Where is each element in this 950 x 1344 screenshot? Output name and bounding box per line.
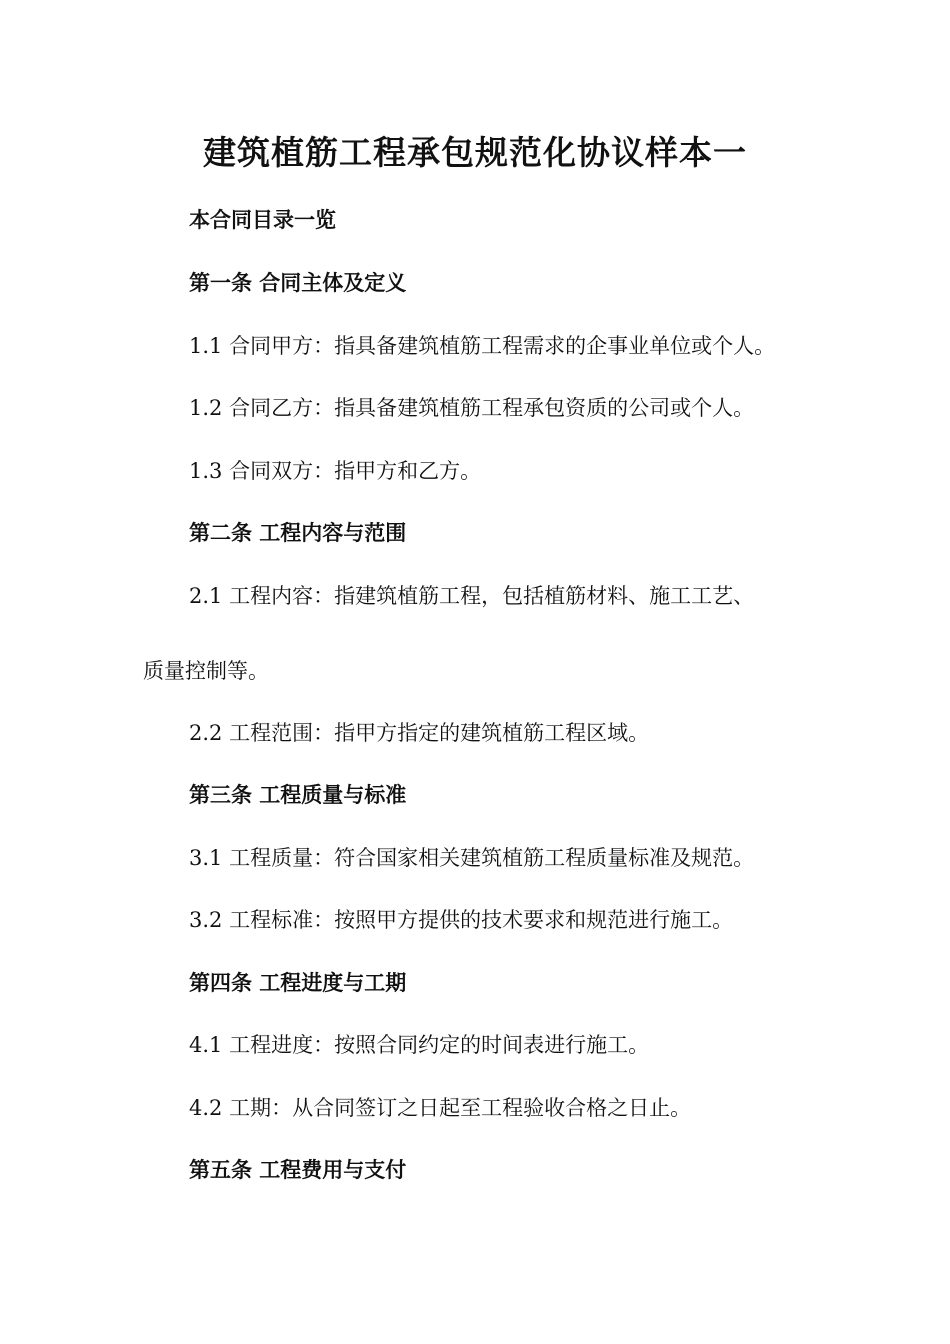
clause-4-1: 4.1 工程进度：按照合同约定的时间表进行施工。 <box>189 1033 650 1057</box>
clause-2-2: 2.2 工程范围：指甲方指定的建筑植筋工程区域。 <box>189 721 650 745</box>
clause-3-1: 3.1 工程质量：符合国家相关建筑植筋工程质量标准及规范。 <box>189 846 755 870</box>
clause-3-2: 3.2 工程标准：按照甲方提供的技术要求和规范进行施工。 <box>189 908 734 932</box>
clause-1-2: 1.2 合同乙方：指具备建筑植筋工程承包资质的公司或个人。 <box>189 396 755 420</box>
article-2-heading: 第二条 工程内容与范围 <box>189 521 407 545</box>
article-3-heading: 第三条 工程质量与标准 <box>189 783 407 807</box>
clause-1-1: 1.1 合同甲方：指具备建筑植筋工程需求的企事业单位或个人。 <box>189 334 776 358</box>
clause-2-1-line-1: 2.1 工程内容：指建筑植筋工程，包括植筋材料、施工工艺、 <box>189 584 755 608</box>
article-4-heading: 第四条 工程进度与工期 <box>189 971 407 995</box>
toc-heading: 本合同目录一览 <box>189 208 336 232</box>
clause-4-2: 4.2 工期：从合同签订之日起至工程验收合格之日止。 <box>189 1096 692 1120</box>
document-title: 建筑植筋工程承包规范化协议样本一 <box>203 133 747 172</box>
article-1-heading: 第一条 合同主体及定义 <box>189 271 407 295</box>
clause-2-1-line-2: 质量控制等。 <box>143 659 269 683</box>
clause-1-3: 1.3 合同双方：指甲方和乙方。 <box>189 459 482 483</box>
article-5-heading: 第五条 工程费用与支付 <box>189 1158 407 1182</box>
